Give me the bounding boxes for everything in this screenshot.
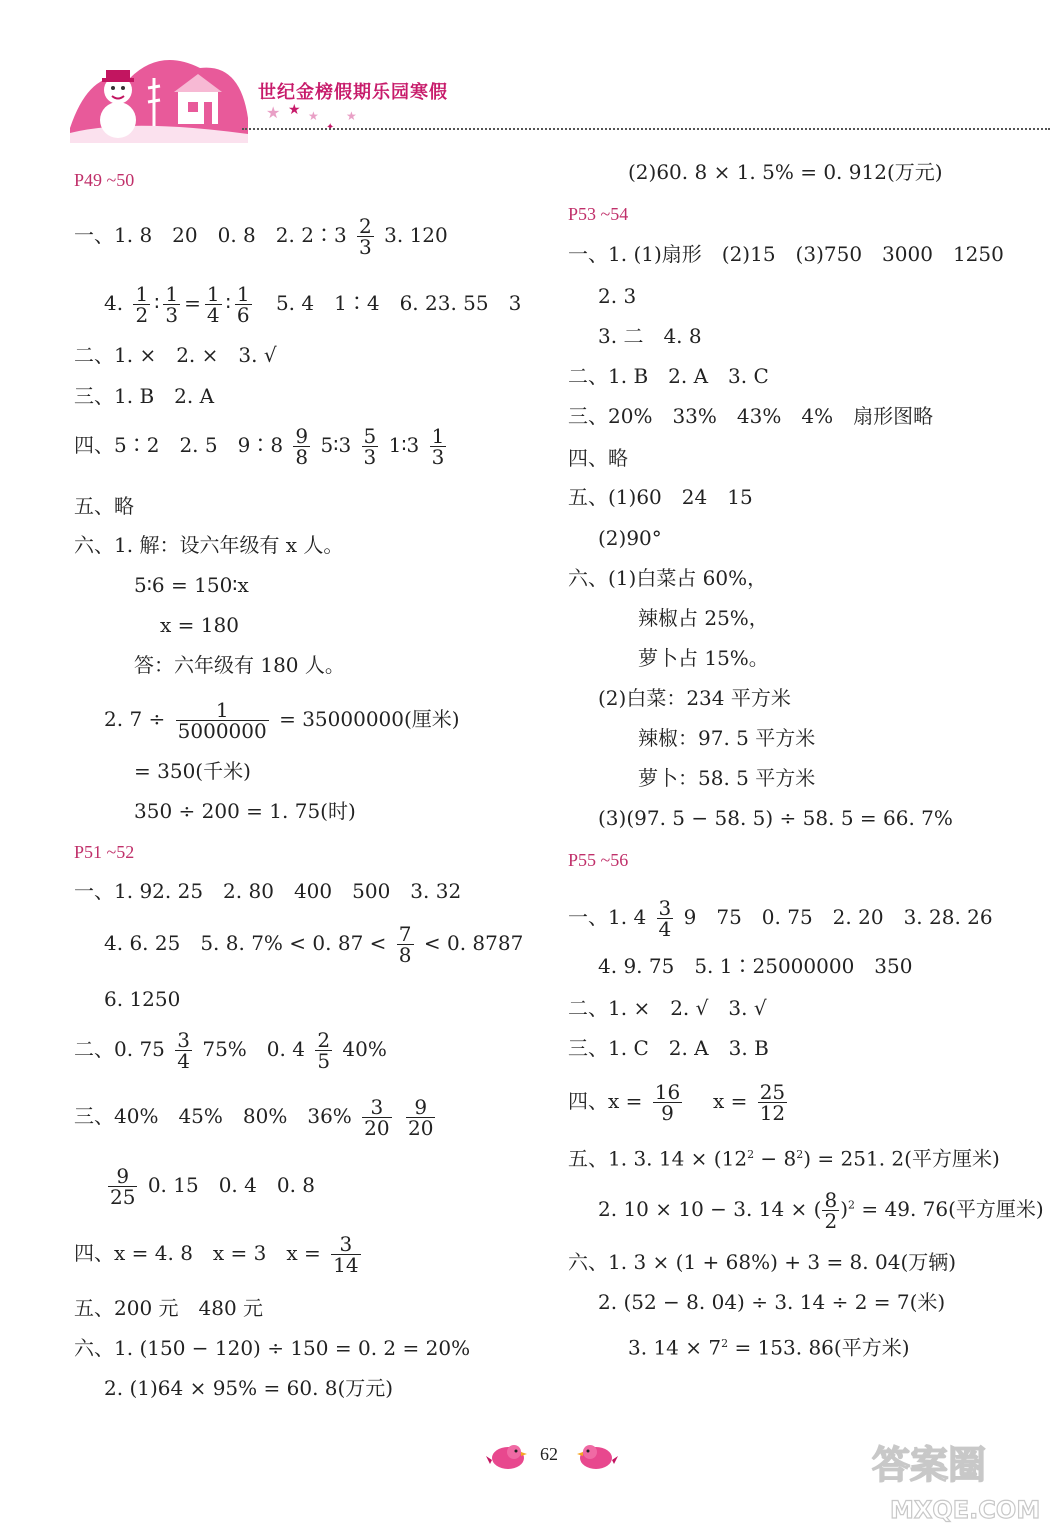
answer-line: 350 ÷ 200 = 1. 75(时)	[134, 799, 356, 823]
answer-line: 萝卜占 15%。	[638, 646, 769, 670]
answer-line: $\frac{9}{25}$ 0. 15 0. 4 0. 8	[110, 1164, 316, 1209]
answer-line: (2)60. 8 × 1. 5% = 0. 912(万元)	[628, 160, 943, 184]
fraction: $\frac{7}{8}$	[398, 922, 412, 967]
fraction: $\frac{9}{25}$	[110, 1164, 136, 1209]
fraction: $\frac{3}{4}$	[658, 896, 672, 941]
answer-line: 五、(1)60 24 15	[568, 485, 753, 509]
answer-line: 2. (1)64 × 95% = 60. 8(万元)	[104, 1376, 394, 1400]
fraction: $\frac{3}{14}$	[333, 1232, 359, 1277]
svg-text:✦: ✦	[326, 122, 335, 133]
page-number: 62	[540, 1444, 558, 1464]
answer-line: 四、略	[568, 446, 628, 470]
fraction: $\frac{5}{3}$	[363, 424, 377, 469]
watermark-line1: 答案圈	[872, 1443, 987, 1487]
page-header	[70, 48, 1050, 143]
watermark-logo	[842, 1440, 1042, 1530]
answer-line: 三、20% 33% 43% 4% 扇形图略	[568, 404, 934, 428]
answer-line: 二、1. B 2. A 3. C	[568, 364, 769, 388]
right-bird-icon	[576, 1440, 620, 1472]
answer-line: 辣椒：97. 5 平方米	[638, 726, 816, 750]
answer-line: 一、1. 8 20 0. 8 2. 2∶3 $\frac{2}{3}$ 3. 120	[74, 214, 448, 259]
fraction: $\frac{1}{5000000}$	[177, 698, 267, 743]
watermark-graphic	[842, 1440, 1042, 1530]
fraction: $\frac{25}{12}$	[759, 1080, 786, 1125]
fraction: $\frac{2}{5}$	[317, 1028, 331, 1073]
answer-line: 4. 6. 25 5. 8. 7% < 0. 87 < $\frac{7}{8}$ < 0. 8787	[104, 922, 524, 967]
svg-text:★: ★	[308, 109, 319, 123]
fraction: $\frac{1}{3}$	[165, 282, 179, 327]
fraction: $\frac{2}{3}$	[359, 214, 372, 259]
answer-line: (2)白菜：234 平方米	[598, 686, 791, 710]
fraction: $\frac{1}{3}$	[431, 424, 445, 469]
svg-text:★: ★	[266, 103, 281, 122]
answer-line: 六、1. 3 × (1 + 68%) + 3 = 8. 04(万辆)	[568, 1250, 957, 1274]
answer-line: 五、200 元 480 元	[74, 1296, 264, 1320]
answer-line: 四、x = 4. 8 x = 3 x = $\frac{3}{14}$	[74, 1232, 359, 1277]
answer-line: 二、1. × 2. × 3. √	[74, 343, 277, 367]
answer-line: 二、1. × 2. √ 3. √	[568, 996, 767, 1020]
answer-line: 2. 7 ÷ $\frac{1}{5000000}$ = 35000000(厘米)	[104, 698, 460, 743]
section-title-p53-54: P53 ~54	[568, 204, 629, 224]
answer-line: 六、(1)白菜占 60%，	[568, 566, 768, 590]
watermark-line2: MXQE.COM	[890, 1496, 1041, 1524]
answer-line: 3. 二 4. 8	[598, 324, 702, 348]
answer-line: 2. 10 × 10 − 3. 14 × ( $\frac{8}{2}$ )$^2$ = 49. 76(平方厘米)	[598, 1188, 1044, 1233]
answer-line: 二、0. 75 $\frac{3}{4}$ 75% 0. 4 $\frac{2}{5}$ 40%	[74, 1028, 387, 1073]
answer-line: 2. 3	[598, 284, 637, 308]
fraction: $\frac{1}{4}$	[206, 282, 220, 327]
svg-text:★: ★	[346, 109, 357, 123]
answer-line: = 350(千米)	[134, 759, 251, 783]
decorative-stars	[266, 100, 376, 140]
answer-line: 三、1. B 2. A	[74, 384, 215, 408]
fraction: $\frac{1}{6}$	[236, 282, 250, 327]
answer-line: 一、1. 92. 25 2. 80 400 500 3. 32	[74, 879, 462, 903]
answer-line: x = 180	[160, 613, 239, 637]
fraction: $\frac{9}{20}$	[407, 1095, 434, 1140]
page-footer	[480, 1438, 630, 1478]
svg-text:★: ★	[288, 102, 301, 118]
answer-line: 一、1. 4 $\frac{3}{4}$ 9 75 0. 75 2. 20 3. 28. 26	[568, 896, 993, 941]
answer-line: 3. $14 \times 7^2 = 153$. 86(平方米)	[628, 1335, 910, 1360]
answer-line: 2. (52 − 8. 04) ÷ 3. 14 ÷ 2 = 7(米)	[598, 1290, 946, 1314]
answer-line: 答：六年级有 180 人。	[134, 653, 345, 677]
answer-line: 四、5∶2 2. 5 9∶8 $\frac{9}{8}$ 5∶3 $\frac{5}{3}$ 1∶3 $\frac{1}{3}$	[74, 424, 445, 469]
section-title-p49-50: P49 ~50	[74, 170, 135, 190]
answer-line: (3)(97. 5 − 58. 5) ÷ 58. 5 = 66. 7%	[598, 806, 953, 830]
answer-line: 一、1. (1)扇形 (2)15 (3)750 3000 1250	[568, 242, 1004, 266]
left-bird-icon	[484, 1440, 528, 1472]
header-divider	[242, 128, 1050, 130]
answer-line: 四、x = $\frac{16}{9}$ x = $\frac{25}{12}$	[568, 1080, 786, 1125]
fraction: $\frac{3}{4}$	[177, 1028, 190, 1073]
answer-line: 五、1. 3. $14 \times (12^2 - 8^2) = 251$. 2(平方厘米)	[568, 1146, 1000, 1171]
answer-line: 六、1. 解：设六年级有 x 人。	[74, 533, 344, 557]
answer-line: 萝卜：58. 5 平方米	[638, 766, 816, 790]
fraction: $\frac{9}{8}$	[295, 424, 309, 469]
answer-line: 六、1. (150 − 120) ÷ 150 = 0. 2 = 20%	[74, 1336, 471, 1360]
answer-line: 五、略	[74, 494, 134, 518]
book-series-title: 世纪金榜假期乐园寒假	[258, 82, 448, 103]
section-title-p55-56: P55 ~56	[568, 850, 629, 870]
answer-line: 6. 1250	[104, 987, 181, 1011]
answer-line: 4. 9. 75 5. 1∶25000000 350	[598, 954, 913, 978]
answer-line: 5∶6 = 150∶x	[134, 573, 249, 597]
fraction: $\frac{3}{20}$	[364, 1095, 390, 1140]
answer-line: 辣椒占 25%，	[638, 606, 769, 630]
answer-line: 4. $\frac{1}{2}$ ∶ $\frac{1}{3}$ = $\frac{1}{4}$ ∶ $\frac{1}{6}$ 5. 4 1∶4 6. 23. 55 3	[104, 282, 522, 327]
fraction: $\frac{1}{2}$	[135, 282, 149, 327]
answer-line: 三、40% 45% 80% 36% $\frac{3}{20}$ $\frac{9}{20}$	[74, 1095, 434, 1140]
section-title-p51-52: P51 ~52	[74, 842, 135, 862]
fraction: $\frac{16}{9}$	[654, 1080, 681, 1125]
snowman-banner-illustration	[70, 48, 250, 143]
fraction: $\frac{8}{2}$	[824, 1188, 838, 1233]
answer-line: (2)90°	[598, 526, 662, 550]
answer-line: 三、1. C 2. A 3. B	[568, 1036, 769, 1060]
